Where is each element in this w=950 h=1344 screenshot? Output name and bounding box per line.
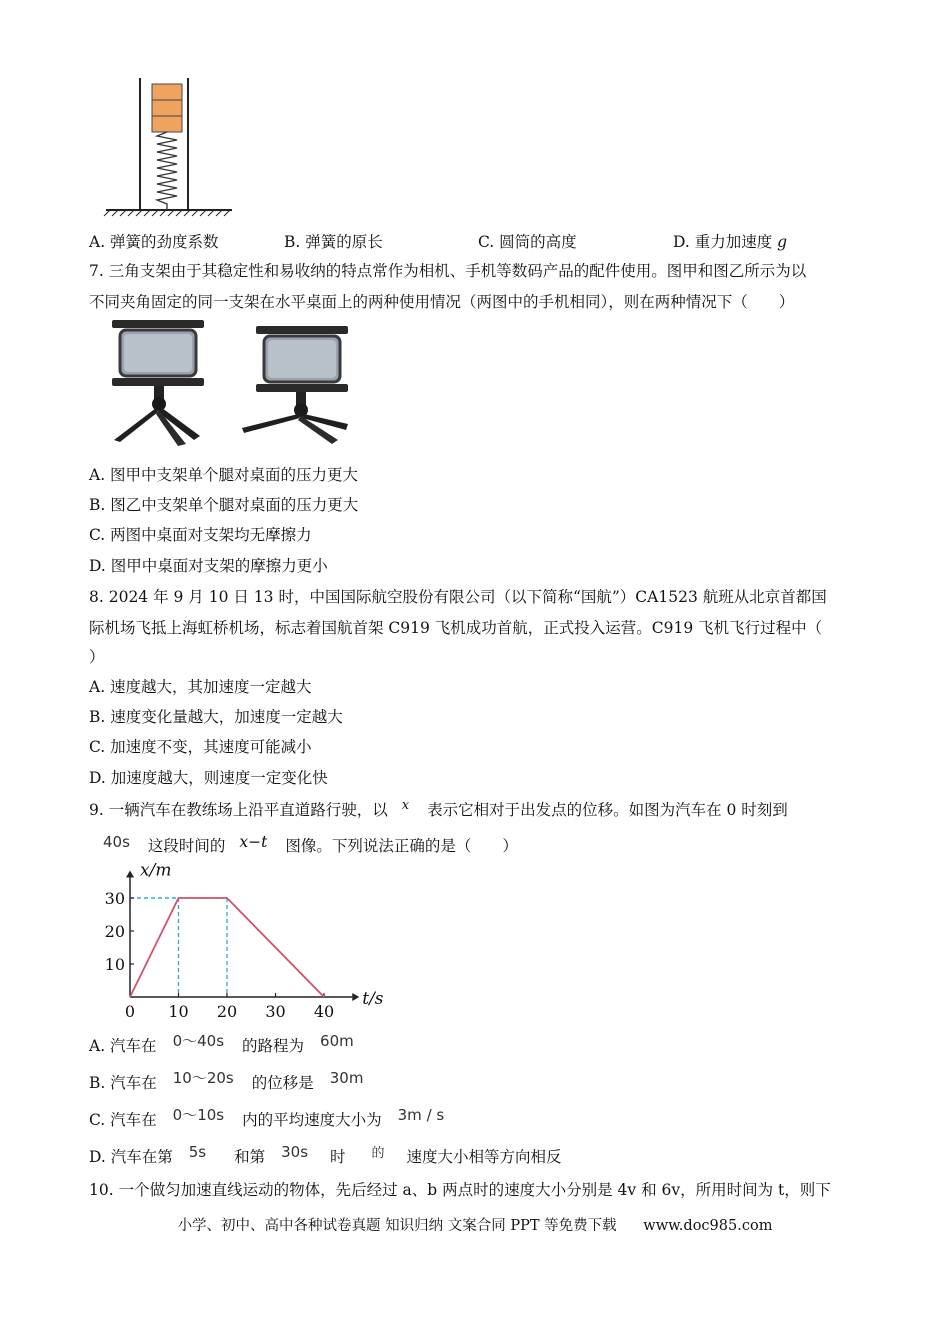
q6-option-b: B. 弹簧的原长 (284, 233, 383, 251)
x-axis-label: t/s (362, 989, 384, 1009)
q8-stem-line1: 8. 2024 年 9 月 10 日 13 时，中国国际航空股份有限公司（以下简称“国航”）CA1523 航班从北京首都国 (89, 588, 827, 606)
q8-option-d: D. 加速度越大，则速度一定变化快 (89, 769, 328, 787)
q9-option-a: A. 汽车在 0～40s 的路程为 60m (89, 1032, 354, 1055)
x-t-symbol: x−t (239, 833, 268, 851)
footer-text: 小学、初中、高中各种试卷真题 知识归纳 文案合同 PPT 等免费下载 (177, 1218, 617, 1234)
page-footer (0, 1214, 950, 1235)
x-symbol: x (401, 798, 410, 813)
footer-url: www.doc985.com (643, 1218, 773, 1234)
x-tick-label: 40 (313, 1002, 335, 1021)
q9-option-b: B. 汽车在 10～20s 的位移是 30m (89, 1069, 364, 1092)
x-tick-label: 10 (168, 1002, 189, 1021)
x-t-graph (96, 860, 406, 1030)
x-tick-label: 0 (124, 1002, 136, 1021)
q7-option-a: A. 图甲中支架单个腿对桌面的压力更大 (89, 466, 359, 484)
y-tick-label: 30 (104, 889, 125, 908)
q8-option-a: A. 速度越大，其加速度一定越大 (89, 678, 312, 696)
q9-stem-line1: 9. 一辆汽车在教练场上沿平直道路行驶，以 $^x$ 表示它相对于出发点的位移。如图为汽车在 0 时刻到 (89, 798, 788, 819)
q8-stem-line2: 际机场飞抵上海虹桥机场，标志着国航首架 C919 飞机成功首航，正式投入运营。C919 飞机飞行过程中（ (89, 619, 823, 637)
x-tick-label: 30 (265, 1002, 286, 1021)
x-tick-label: 20 (216, 1002, 238, 1021)
x-axis-arrow (352, 993, 359, 1001)
q6-option-a: A. 弹簧的劲度系数 (89, 233, 219, 251)
tripod-photo-yi (238, 318, 358, 448)
q7-stem-line2: 不同夹角固定的同一支架在水平桌面上的两种使用情况（两图中的手机相同），则在两种情况下（ ） (89, 293, 795, 311)
q6-options (89, 230, 869, 250)
q8-option-b: B. 速度变化量越大，加速度一定越大 (89, 708, 343, 726)
q6-option-c: C. 圆筒的高度 (478, 233, 577, 251)
tripod-photo-jia (102, 318, 222, 448)
gravity-symbol: g (777, 233, 788, 251)
q9-stem-line2: 40s 这段时间的 x−t 图像。下列说法正确的是（ ） (103, 833, 518, 855)
time-range-40s: 40s (103, 833, 130, 851)
q9-option-d: D. 汽车在第 5s 和第 30s 时 $^的$ 速度大小相等方向相反 (89, 1143, 562, 1166)
y-tick-label: 20 (104, 922, 125, 941)
y-axis-label: x/m (140, 860, 172, 881)
q7-stem-line1: 7. 三角支架由于其稳定性和易收纳的特点常作为相机、手机等数码产品的配件使用。图甲和图乙所示为以 (89, 262, 807, 280)
q8-stem-line3: ） (89, 648, 105, 666)
q8-option-c: C. 加速度不变，其速度可能减小 (89, 738, 312, 756)
q7-option-d: D. 图甲中桌面对支架的摩擦力更小 (89, 557, 328, 575)
spring-tube-figure (100, 78, 240, 218)
q10-stem-line1: 10. 一个做匀加速直线运动的物体，先后经过 a、b 两点时的速度大小分别是 4v 和 6v，所用时间为 t，则下 (89, 1181, 831, 1199)
q7-option-c: C. 两图中桌面对支架均无摩擦力 (89, 526, 312, 544)
q9-option-c: C. 汽车在 0～10s 内的平均速度大小为 3m / s (89, 1106, 445, 1129)
y-axis-arrow (126, 871, 134, 878)
q7-option-b: B. 图乙中支架单个腿对桌面的压力更大 (89, 496, 359, 514)
y-tick-label: 10 (104, 955, 125, 974)
q6-option-d: D. 重力加速度 g (673, 233, 788, 251)
